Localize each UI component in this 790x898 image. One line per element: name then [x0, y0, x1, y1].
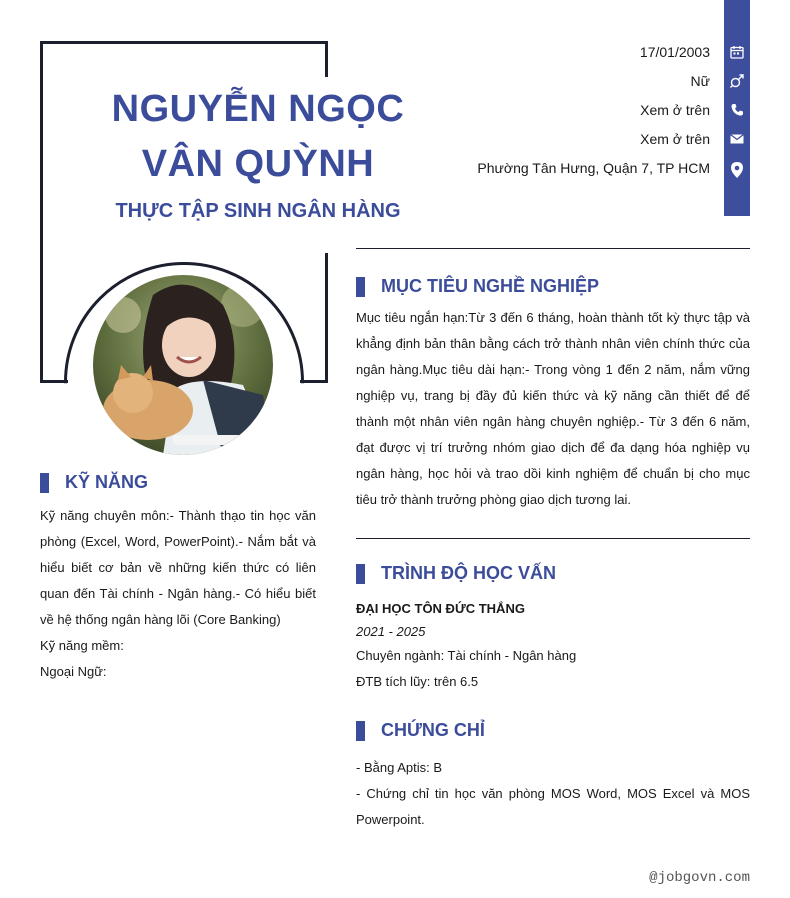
calendar-icon: [729, 44, 745, 60]
job-title: THỰC TẬP SINH NGÂN HÀNG: [115, 200, 401, 222]
education-years: 2021 - 2025: [356, 624, 426, 639]
contact-gender: Nữ: [690, 73, 710, 89]
objective-title: MỤC TIÊU NGHỀ NGHIỆP: [381, 276, 600, 296]
heading-marker: [356, 721, 365, 741]
skills-language: Ngoại Ngữ:: [40, 664, 107, 679]
frame-bottom-left: [40, 380, 68, 383]
divider-top: [356, 248, 750, 249]
certificate-item: - Chứng chỉ tin học văn phòng MOS Word, MOS Excel và MOS Powerpoint.: [356, 786, 750, 827]
candidate-name: [80, 82, 436, 192]
contact-email: Xem ở trên: [640, 131, 710, 147]
contact-address: Phường Tân Hưng, Quận 7, TP HCM: [477, 160, 710, 176]
divider-middle: [356, 538, 750, 539]
education-gpa: ĐTB tích lũy: trên 6.5: [356, 674, 479, 689]
skills-title: KỸ NĂNG: [65, 472, 149, 492]
contact-phone: Xem ở trên: [640, 102, 710, 118]
frame-right-border-top: [325, 41, 328, 77]
certificates-title: CHỨNG CHỈ: [381, 720, 485, 740]
gender-icon: [729, 73, 745, 89]
frame-bottom-right: [300, 380, 328, 383]
heading-marker: [40, 473, 49, 493]
name-line-1: NGUYỄN NGỌC: [111, 88, 405, 130]
mail-icon: [729, 131, 745, 147]
education-title: TRÌNH ĐỘ HỌC VẤN: [381, 563, 556, 583]
frame-left-border: [40, 41, 43, 383]
frame-top-border: [40, 41, 328, 44]
contact-birthdate: 17/01/2003: [639, 44, 710, 60]
skills-soft: Kỹ năng mềm:: [40, 638, 124, 653]
footer-watermark: @jobgovn.com: [649, 870, 750, 886]
certificates-heading: [356, 720, 485, 741]
skills-text: [40, 503, 316, 685]
avatar: [93, 275, 273, 455]
education-school: ĐẠI HỌC TÔN ĐỨC THẮNG: [356, 601, 525, 616]
education-major: Chuyên ngành: Tài chính - Ngân hàng: [356, 648, 577, 663]
skills-professional: Kỹ năng chuyên môn:- Thành thạo tin học văn phòng (Excel, Word, PowerPoint).- Nắm bắt và hiểu biết cơ bản về những kiến thức có liên quan đến Tài chính - Ngân hàng.- Có hiểu biết về hệ thống ngân hàng lõi (Core Banking): [40, 508, 316, 627]
location-icon: [729, 162, 745, 178]
phone-icon: [729, 102, 745, 118]
certificates-list: [356, 755, 750, 833]
skills-heading: [40, 472, 148, 493]
frame-right-border-bottom: [325, 253, 328, 383]
education-heading: [356, 563, 556, 584]
certificate-item: - Bằng Aptis: B: [356, 760, 442, 775]
education-block: [356, 597, 750, 695]
objective-paragraph: Mục tiêu ngắn hạn:Từ 3 đến 6 tháng, hoàn thành tốt kỳ thực tập và khẳng định bản thân bằng cách trở thành nhân viên chính thức của ngân hàng.Mục tiêu dài hạn:- Trong vòng 1 đến 2 năm, nắm vững nghiệp vụ, trang bị đầy đủ kiến thức và kỹ năng cần thiết để để thành một nhân viên ngân hàng chuyên nghiệp.- Từ 3 đến 6 năm, đạt được vị trí trưởng nhóm giao dịch để đa dạng hóa nghiệp vụ ngân hàng, học hỏi và trao dồi kinh nghiệm để chuẩn bị cho mục tiêu trở thành trưởng phòng giao dịch tương lai.: [356, 310, 750, 507]
objective-text: [356, 305, 750, 513]
objective-heading: [356, 276, 599, 297]
name-line-2: VÂN QUỲNH: [141, 143, 375, 185]
heading-marker: [356, 277, 365, 297]
heading-marker: [356, 564, 365, 584]
